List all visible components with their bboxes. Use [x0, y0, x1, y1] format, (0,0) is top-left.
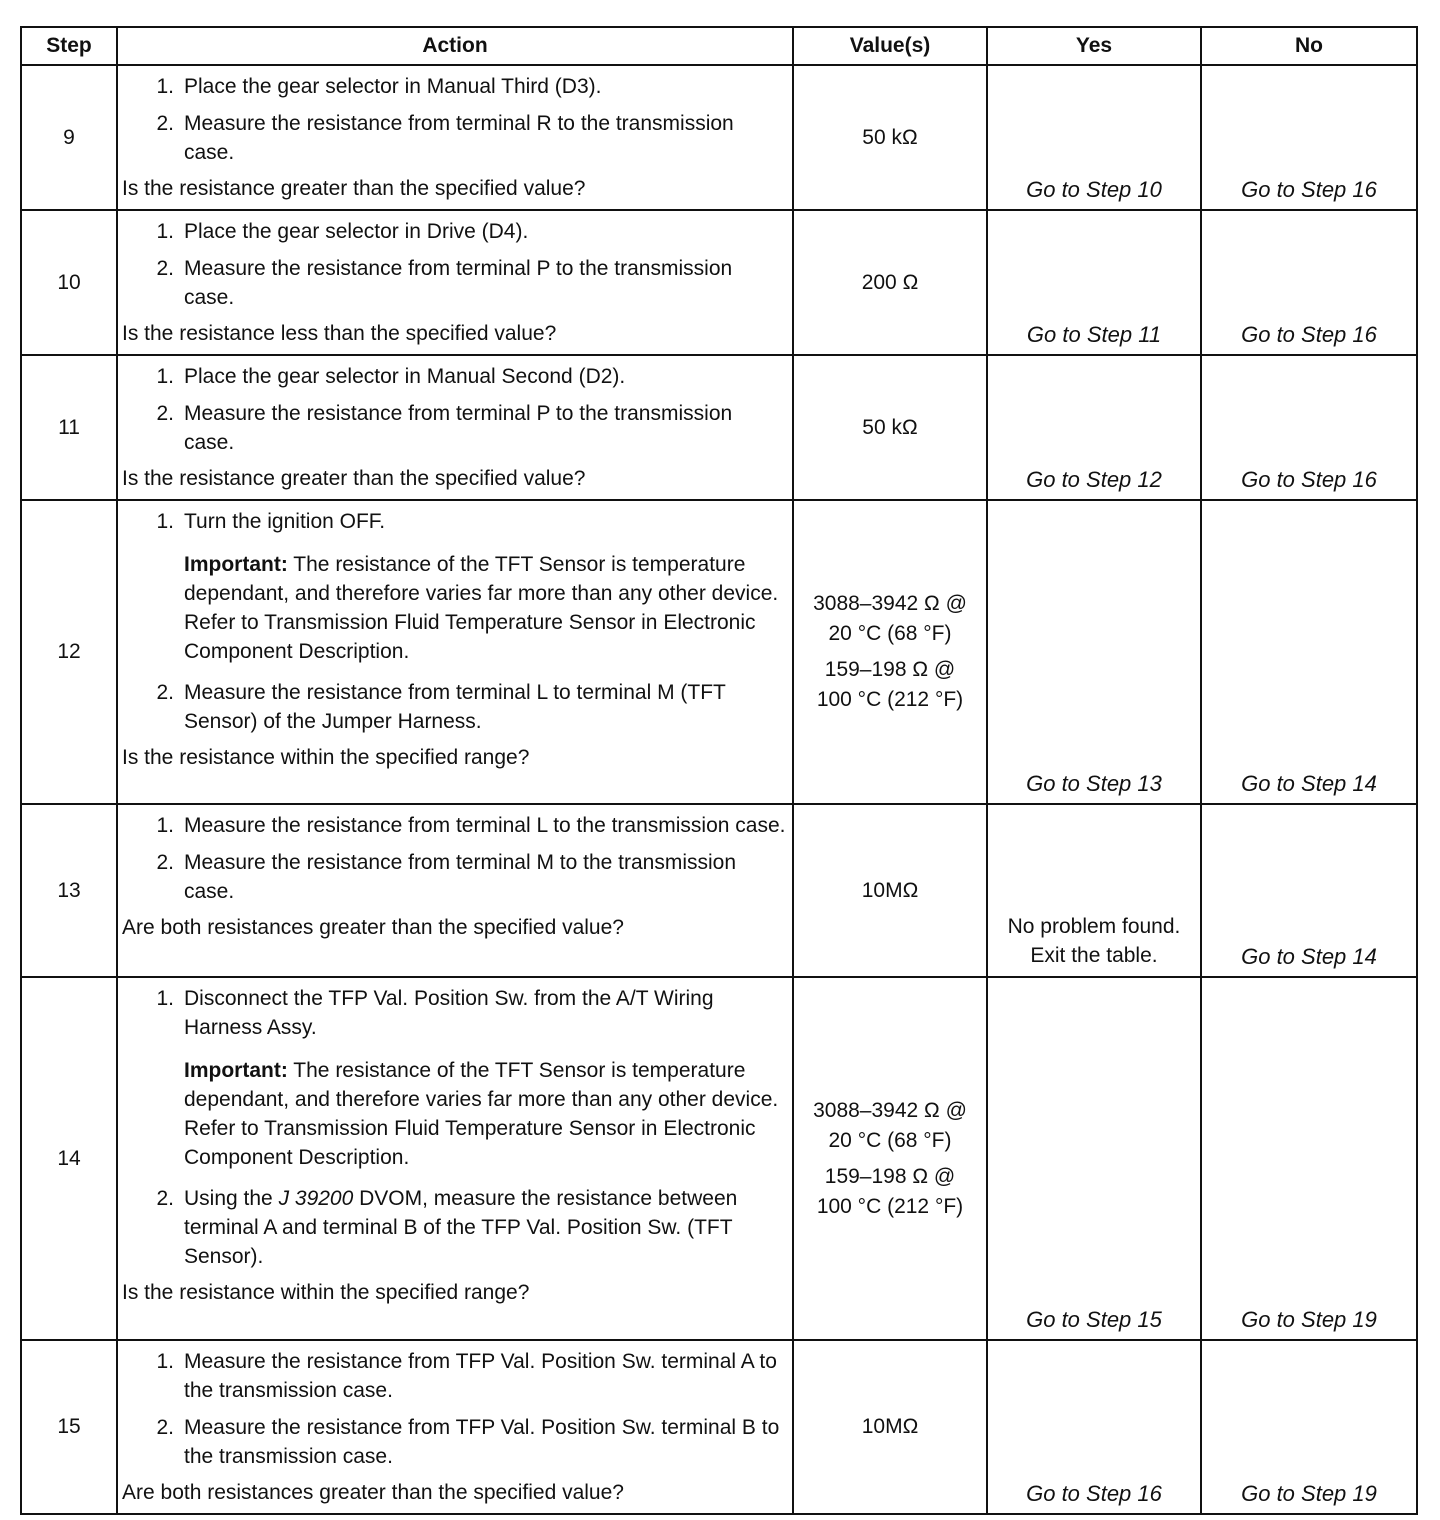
value-cell: 10MΩ	[793, 1340, 987, 1514]
action-cell	[117, 804, 793, 977]
action-item: 2. Using the J 39200 DVOM, measure the resistance between terminal A and terminal B of the TFP Val. Position Sw. (TFT Sensor).	[156, 1187, 738, 1268]
diagnostic-table	[20, 26, 1418, 1515]
action-cell	[117, 210, 793, 355]
value-cell: 50 kΩ	[793, 355, 987, 500]
action-question: Are both resistances greater than the specified value?	[122, 916, 624, 939]
value-range-2: 159–198 Ω @	[824, 658, 956, 681]
value-temp-2: 100 °C (212 °F)	[816, 688, 964, 711]
value-temp-1: 20 °C (68 °F)	[828, 622, 952, 645]
value-cell	[793, 977, 987, 1340]
yes-cell: Go to Step 15	[987, 977, 1201, 1340]
action-item: 1. Place the gear selector in Manual Second (D2).	[156, 365, 626, 388]
no-cell: Go to Step 14	[1201, 500, 1417, 804]
action-cell	[117, 65, 793, 210]
action-cell	[117, 355, 793, 500]
action-cell	[117, 977, 793, 1340]
yes-cell: Go to Step 16	[987, 1340, 1201, 1514]
step-number: 9	[21, 65, 117, 210]
action-question: Is the resistance within the specified range?	[122, 746, 530, 769]
table-row-step-14	[21, 977, 1417, 1340]
action-item: 1. Disconnect the TFP Val. Position Sw. from the A/T Wiring Harness Assy.	[156, 987, 714, 1039]
header-values: Value(s)	[793, 27, 987, 65]
yes-cell: Go to Step 10	[987, 65, 1201, 210]
step-number: 10	[21, 210, 117, 355]
action-question: Is the resistance greater than the specified value?	[122, 177, 586, 200]
value-cell: 200 Ω	[793, 210, 987, 355]
action-item: 1. Place the gear selector in Drive (D4).	[156, 220, 529, 243]
value-range-1: 3088–3942 Ω @	[813, 1098, 967, 1122]
important-note	[184, 1056, 786, 1172]
value-temp-2: 100 °C (212 °F)	[816, 1194, 964, 1218]
important-note	[184, 550, 786, 666]
table-row-step-12	[21, 500, 1417, 804]
action-item: 1. Measure the resistance from TFP Val. Position Sw. terminal A to the transmission case.	[156, 1350, 777, 1402]
tool-reference: J 39200	[278, 1187, 354, 1210]
table-row-step-13	[21, 804, 1417, 977]
yes-cell: Go to Step 11	[987, 210, 1201, 355]
yes-cell: Go to Step 13	[987, 500, 1201, 804]
yes-cell: Go to Step 12	[987, 355, 1201, 500]
header-action: Action	[117, 27, 793, 65]
value-cell	[793, 500, 987, 804]
no-cell: Go to Step 14	[1201, 804, 1417, 977]
no-cell: Go to Step 19	[1201, 977, 1417, 1340]
table-row-step-9	[21, 65, 1417, 210]
action-question: Are both resistances greater than the specified value?	[122, 1481, 624, 1504]
action-question: Is the resistance less than the specified value?	[122, 322, 557, 345]
value-temp-1: 20 °C (68 °F)	[828, 1128, 952, 1152]
action-item: 1. Place the gear selector in Manual Third (D3).	[156, 75, 602, 98]
action-item: 2. Measure the resistance from TFP Val. Position Sw. terminal B to the transmission case.	[156, 1416, 780, 1468]
header-step: Step	[21, 27, 117, 65]
no-cell: Go to Step 16	[1201, 355, 1417, 500]
action-item: 2. Measure the resistance from terminal L to terminal M (TFT Sensor) of the Jumper Harness.	[156, 681, 726, 733]
no-cell: Go to Step 19	[1201, 1340, 1417, 1514]
no-cell: Go to Step 16	[1201, 65, 1417, 210]
step-number: 13	[21, 804, 117, 977]
no-cell: Go to Step 16	[1201, 210, 1417, 355]
action-cell	[117, 1340, 793, 1514]
table-row-step-10	[21, 210, 1417, 355]
important-text: The resistance of the TFT Sensor is temperature dependant, and therefore varies far more than any other device. Refer to Transmission Fluid Temperature Sensor in Electronic Component Description.	[184, 553, 779, 663]
important-label: Important:	[184, 553, 288, 576]
step-number: 11	[21, 355, 117, 500]
important-label: Important:	[184, 1059, 288, 1082]
important-text: The resistance of the TFT Sensor is temperature dependant, and therefore varies far more than any other device. Refer to Transmission Fluid Temperature Sensor in Electronic Component Description.	[184, 1059, 779, 1169]
value-range-2: 159–198 Ω @	[824, 1164, 956, 1188]
value-cell: 10MΩ	[793, 804, 987, 977]
table-row-step-11	[21, 355, 1417, 500]
table-row-step-15	[21, 1340, 1417, 1514]
step-number: 15	[21, 1340, 117, 1514]
value-range-1: 3088–3942 Ω @	[813, 592, 967, 615]
action-item: 1. Turn the ignition OFF.	[156, 510, 386, 533]
action-item: 2. Measure the resistance from terminal P to the transmission case.	[156, 257, 733, 309]
step-number: 12	[21, 500, 117, 804]
step-number: 14	[21, 977, 117, 1340]
action-question: Is the resistance greater than the specified value?	[122, 467, 586, 490]
action-cell	[117, 500, 793, 804]
header-no: No	[1201, 27, 1417, 65]
action-item: 1. Measure the resistance from terminal L to the transmission case.	[156, 814, 786, 837]
action-item: 2. Measure the resistance from terminal M to the transmission case.	[156, 851, 737, 903]
action-item: 2. Measure the resistance from terminal R to the transmission case.	[156, 112, 734, 164]
header-yes: Yes	[987, 27, 1201, 65]
action-question: Is the resistance within the specified range?	[122, 1281, 530, 1304]
action-item: 2. Measure the resistance from terminal P to the transmission case.	[156, 402, 733, 454]
header-row	[21, 27, 1417, 65]
yes-cell: No problem found. Exit the table.	[987, 804, 1201, 977]
value-cell: 50 kΩ	[793, 65, 987, 210]
